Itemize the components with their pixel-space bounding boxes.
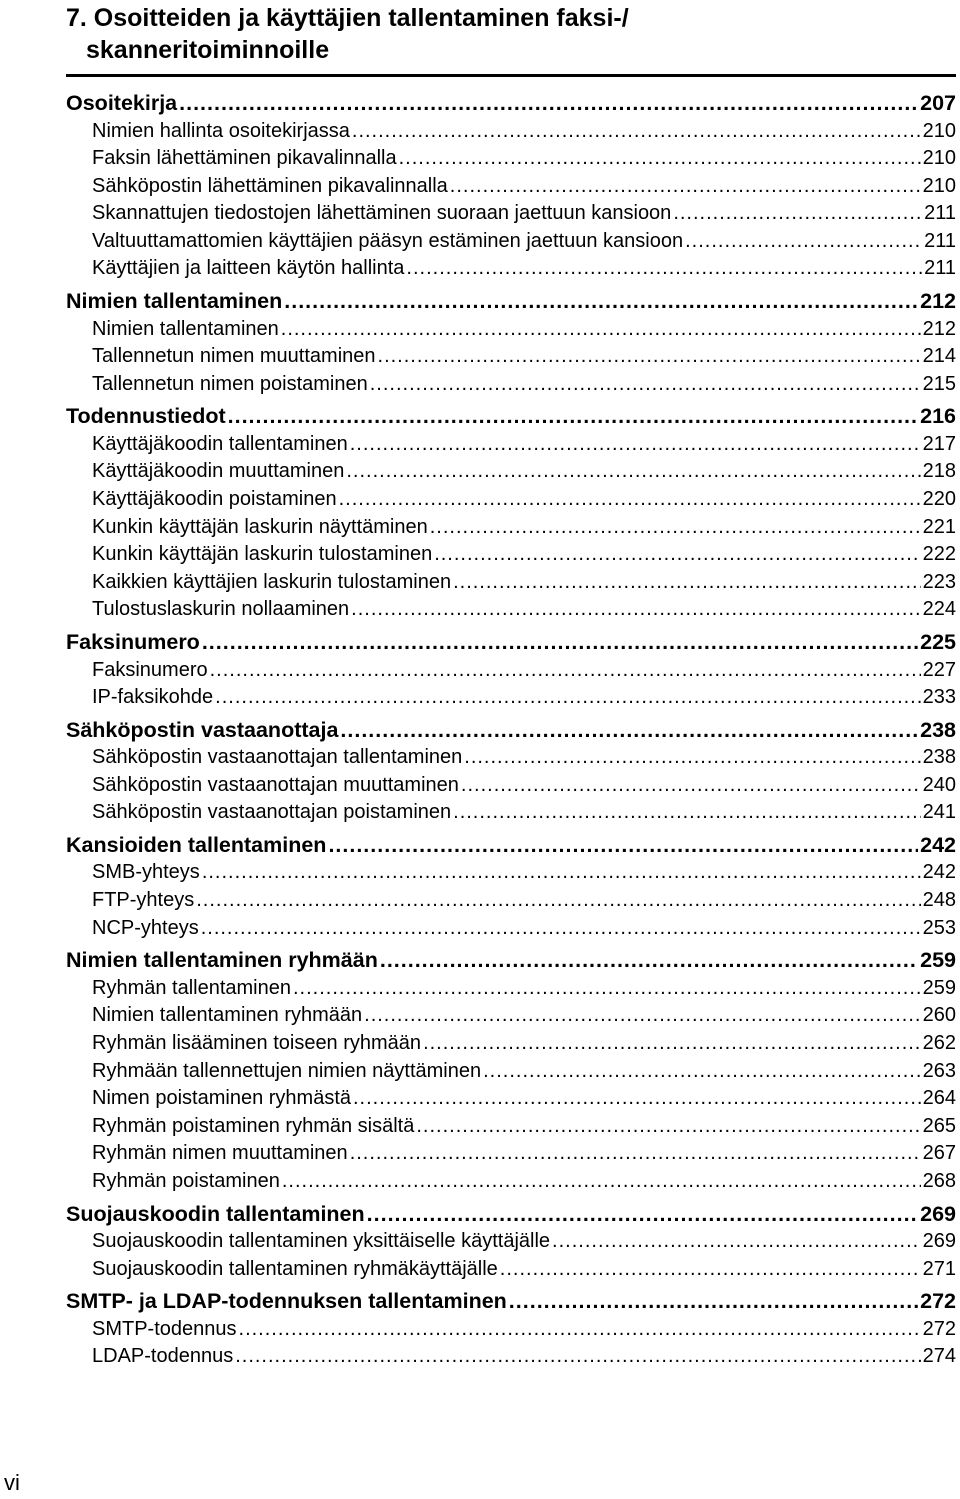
toc-subsection-entry[interactable] bbox=[66, 975, 956, 1003]
toc-entry-page: 210 bbox=[922, 147, 956, 170]
toc-section-entry[interactable] bbox=[66, 831, 956, 860]
dot-leader bbox=[202, 859, 921, 887]
toc-entry-page: 238 bbox=[922, 746, 956, 769]
dot-leader bbox=[378, 343, 921, 371]
toc-entry-page: 272 bbox=[920, 1289, 956, 1314]
toc-entry-label: Nimien tallentaminen bbox=[92, 317, 279, 340]
toc-entry-page: 259 bbox=[920, 948, 956, 973]
toc-subsection-entry[interactable] bbox=[66, 1228, 956, 1256]
toc-subsection-entry[interactable] bbox=[66, 541, 956, 569]
toc-section-entry[interactable] bbox=[66, 1200, 956, 1229]
toc-entry-label: Nimien tallentaminen bbox=[66, 289, 283, 314]
toc-entry-label: Käyttäjäkoodin poistaminen bbox=[92, 488, 337, 511]
toc-subsection-entry[interactable] bbox=[66, 228, 956, 256]
dot-leader bbox=[239, 1316, 921, 1344]
toc-entry-page: 211 bbox=[924, 257, 956, 280]
toc-entry-page: 220 bbox=[922, 488, 956, 511]
toc-subsection-entry[interactable] bbox=[66, 343, 956, 371]
dot-leader bbox=[380, 946, 918, 975]
toc-entry-label: Kansioiden tallentaminen bbox=[66, 832, 327, 857]
dot-leader bbox=[350, 431, 921, 459]
toc-entry-label: NCP-yhteys bbox=[92, 916, 199, 939]
toc-entry-page: 242 bbox=[922, 861, 956, 884]
toc-entry-label: Nimien tallentaminen ryhmään bbox=[66, 948, 378, 973]
toc-entry-page: 210 bbox=[922, 174, 956, 197]
dot-leader bbox=[364, 1002, 920, 1030]
toc-entry-page: 259 bbox=[922, 976, 956, 999]
toc-section-entry[interactable] bbox=[66, 287, 956, 316]
toc-entry-page: 265 bbox=[922, 1114, 956, 1137]
toc-entry-page: 262 bbox=[922, 1031, 956, 1054]
dot-leader bbox=[552, 1228, 921, 1256]
toc-entry-page: 214 bbox=[922, 345, 956, 368]
dot-leader bbox=[430, 514, 921, 542]
toc-entry-label: FTP-yhteys bbox=[92, 889, 195, 912]
toc-subsection-entry[interactable] bbox=[66, 915, 956, 943]
dot-leader bbox=[453, 799, 920, 827]
dot-leader bbox=[500, 1256, 921, 1284]
dot-leader bbox=[284, 287, 918, 316]
toc-entry-page: 217 bbox=[922, 432, 956, 455]
dot-leader bbox=[196, 887, 920, 915]
dot-leader bbox=[352, 118, 921, 146]
toc-entry-label: Skannattujen tiedostojen lähettäminen suoraan jaettuun kansioon bbox=[92, 202, 672, 225]
toc-entry-label: Sähköpostin lähettäminen pikavalinnalla bbox=[92, 174, 448, 197]
dot-leader bbox=[461, 772, 921, 800]
toc-entry-page: 215 bbox=[922, 372, 956, 395]
dot-leader bbox=[685, 228, 922, 256]
dot-leader bbox=[453, 569, 921, 597]
toc-subsection-entry[interactable] bbox=[66, 316, 956, 344]
toc-entry-label: Tallennetun nimen poistaminen bbox=[92, 372, 368, 395]
toc-entry-page: 225 bbox=[920, 630, 956, 654]
dot-leader bbox=[228, 402, 918, 431]
dot-leader bbox=[450, 173, 921, 201]
toc-entry-page: 222 bbox=[922, 543, 956, 566]
toc-entry-page: 248 bbox=[922, 889, 956, 912]
toc-section-entry[interactable] bbox=[66, 1287, 956, 1316]
toc-subsection-entry[interactable] bbox=[66, 1140, 956, 1168]
dot-leader bbox=[282, 1168, 921, 1196]
toc-subsection-entry[interactable] bbox=[66, 173, 956, 201]
toc-entry-page: 269 bbox=[922, 1230, 956, 1252]
dot-leader bbox=[406, 255, 922, 283]
toc-subsection-entry[interactable] bbox=[66, 772, 956, 800]
toc-entry-page: 242 bbox=[920, 832, 956, 857]
toc-subsection-entry[interactable] bbox=[66, 1256, 956, 1284]
toc-entry-page: 212 bbox=[920, 289, 956, 314]
footer-page-number: vi bbox=[4, 1470, 20, 1495]
toc-subsection-entry[interactable] bbox=[66, 684, 956, 712]
toc-entry-label: Faksin lähettäminen pikavalinnalla bbox=[92, 147, 397, 170]
toc-entry-page: 271 bbox=[922, 1257, 956, 1280]
toc-entry-label: SMTP- ja LDAP-todennuksen tallentaminen bbox=[66, 1289, 507, 1314]
toc-entry-label: Ryhmän poistaminen ryhmän sisältä bbox=[92, 1114, 415, 1137]
dot-leader bbox=[464, 744, 920, 772]
toc-subsection-entry[interactable] bbox=[66, 255, 956, 283]
dot-leader bbox=[281, 316, 921, 344]
toc-entry-label: SMB-yhteys bbox=[92, 861, 200, 884]
toc-subsection-entry[interactable] bbox=[66, 1030, 956, 1058]
dot-leader bbox=[201, 915, 921, 943]
toc-entry-page: 260 bbox=[922, 1004, 956, 1027]
dot-leader bbox=[483, 1058, 921, 1086]
dot-leader bbox=[210, 657, 921, 685]
toc-subsection-entry[interactable] bbox=[66, 596, 956, 624]
toc-entry-page: 253 bbox=[922, 916, 956, 939]
toc-entry-label: Nimen poistaminen ryhmästä bbox=[92, 1087, 351, 1110]
toc-subsection-entry[interactable] bbox=[66, 859, 956, 887]
toc-subsection-entry[interactable] bbox=[66, 887, 956, 915]
toc-entry-page: 264 bbox=[922, 1087, 956, 1110]
dot-leader bbox=[351, 596, 920, 624]
toc-subsection-entry[interactable] bbox=[66, 1002, 956, 1030]
title-rule bbox=[66, 74, 956, 77]
toc-subsection-entry[interactable] bbox=[66, 1316, 956, 1344]
dot-leader bbox=[346, 458, 920, 486]
toc-entry-label: Suojauskoodin tallentaminen ryhmäkäyttäjälle bbox=[92, 1257, 498, 1280]
toc-subsection-entry[interactable] bbox=[66, 1058, 956, 1086]
dot-leader bbox=[367, 1200, 918, 1229]
toc-entry-label: Käyttäjäkoodin muuttaminen bbox=[92, 460, 345, 483]
toc-subsection-entry[interactable] bbox=[66, 744, 956, 772]
toc-entry-label: Käyttäjien ja laitteen käytön hallinta bbox=[92, 257, 405, 280]
toc-entry-label: Ryhmän poistaminen bbox=[92, 1169, 280, 1192]
toc-subsection-entry[interactable] bbox=[66, 1168, 956, 1196]
chapter-title bbox=[66, 2, 946, 66]
toc-entry-label: Faksinumero bbox=[66, 630, 200, 654]
toc-entry-label: Todennustiedot bbox=[66, 404, 226, 429]
chapter-title-line1: 7. Osoitteiden ja käyttäjien tallentaminen faksi-/ bbox=[66, 4, 629, 32]
toc-entry-label: Kunkin käyttäjän laskurin tulostaminen bbox=[92, 543, 433, 566]
dot-leader bbox=[339, 486, 921, 514]
dot-leader bbox=[235, 1343, 920, 1371]
toc-entry-page: 211 bbox=[924, 202, 956, 225]
toc-entry-page: 267 bbox=[922, 1142, 956, 1165]
toc-section-entry[interactable] bbox=[66, 628, 956, 657]
toc-entry-page: 227 bbox=[922, 658, 956, 681]
toc-entry-page: 223 bbox=[922, 570, 956, 593]
dot-leader bbox=[434, 541, 920, 569]
toc-section-entry[interactable] bbox=[66, 89, 956, 118]
toc-entry-label: Kaikkien käyttäjien laskurin tulostaminen bbox=[92, 570, 452, 593]
dot-leader bbox=[509, 1287, 918, 1316]
toc-entry-label: IP-faksikohde bbox=[92, 686, 214, 709]
dot-leader bbox=[673, 200, 922, 228]
dot-leader bbox=[179, 89, 918, 118]
toc-subsection-entry[interactable] bbox=[66, 514, 956, 542]
toc-entry-label: Suojauskoodin tallentaminen yksittäiselle käyttäjälle bbox=[92, 1230, 551, 1252]
toc-entry-label: SMTP-todennus bbox=[92, 1317, 237, 1340]
toc-subsection-entry[interactable] bbox=[66, 1343, 956, 1371]
toc-subsection-entry[interactable] bbox=[66, 431, 956, 459]
toc-subsection-entry[interactable] bbox=[66, 569, 956, 597]
toc-subsection-entry[interactable] bbox=[66, 458, 956, 486]
dot-leader bbox=[423, 1030, 921, 1058]
dot-leader bbox=[293, 975, 921, 1003]
toc-entry-page: 210 bbox=[922, 119, 956, 142]
toc-entry-page: 218 bbox=[922, 460, 956, 483]
toc-entry-page: 224 bbox=[922, 598, 956, 621]
dot-leader bbox=[353, 1085, 921, 1113]
toc-entry-label: Käyttäjäkoodin tallentaminen bbox=[92, 432, 348, 455]
toc-entry-label: Sähköpostin vastaanottaja bbox=[66, 717, 339, 742]
toc-subsection-entry[interactable] bbox=[66, 1113, 956, 1141]
toc-entry-page: 211 bbox=[924, 229, 956, 252]
toc-entry-page: 238 bbox=[920, 717, 956, 742]
dot-leader bbox=[340, 716, 918, 745]
toc-section-entry[interactable] bbox=[66, 946, 956, 975]
toc-entry-label: Sähköpostin vastaanottajan poistaminen bbox=[92, 801, 452, 824]
toc-entry-page: 269 bbox=[920, 1201, 956, 1226]
dot-leader bbox=[399, 145, 921, 173]
table-of-contents bbox=[66, 85, 956, 1371]
toc-entry-label: Nimien hallinta osoitekirjassa bbox=[92, 119, 350, 142]
toc-subsection-entry[interactable] bbox=[66, 1085, 956, 1113]
toc-entry-page: 233 bbox=[922, 686, 956, 709]
toc-subsection-entry[interactable] bbox=[66, 486, 956, 514]
dot-leader bbox=[416, 1113, 920, 1141]
toc-entry-label: Ryhmän tallentaminen bbox=[92, 976, 291, 999]
toc-subsection-entry[interactable] bbox=[66, 118, 956, 146]
toc-entry-label: Faksinumero bbox=[92, 658, 208, 681]
toc-entry-page: 216 bbox=[920, 404, 956, 429]
dot-leader bbox=[215, 684, 920, 712]
toc-entry-label: Ryhmään tallennettujen nimien näyttäminen bbox=[92, 1059, 482, 1082]
toc-entry-page: 274 bbox=[922, 1345, 956, 1368]
toc-entry-label: Sähköpostin vastaanottajan muuttaminen bbox=[92, 773, 459, 796]
toc-entry-label: Tulostuslaskurin nollaaminen bbox=[92, 598, 350, 621]
toc-entry-page: 207 bbox=[920, 91, 956, 115]
toc-subsection-entry[interactable] bbox=[66, 799, 956, 827]
toc-entry-label: Ryhmän nimen muuttaminen bbox=[92, 1142, 348, 1165]
toc-entry-label: Suojauskoodin tallentaminen bbox=[66, 1201, 365, 1226]
toc-subsection-entry[interactable] bbox=[66, 371, 956, 399]
toc-entry-page: 212 bbox=[922, 317, 956, 340]
toc-subsection-entry[interactable] bbox=[66, 145, 956, 173]
toc-section-entry[interactable] bbox=[66, 716, 956, 745]
toc-entry-label: Nimien tallentaminen ryhmään bbox=[92, 1004, 363, 1027]
toc-entry-page: 263 bbox=[922, 1059, 956, 1082]
dot-leader bbox=[328, 831, 918, 860]
dot-leader bbox=[202, 628, 918, 657]
toc-section-entry[interactable] bbox=[66, 402, 956, 431]
toc-entry-label: Valtuuttamattomien käyttäjien pääsyn estäminen jaettuun kansioon bbox=[92, 229, 684, 252]
toc-entry-label: Osoitekirja bbox=[66, 91, 178, 115]
toc-entry-page: 241 bbox=[922, 801, 956, 824]
toc-entry-page: 272 bbox=[922, 1317, 956, 1340]
chapter-title-line2: skanneritoiminnoille bbox=[86, 36, 330, 64]
toc-entry-label: Kunkin käyttäjän laskurin näyttäminen bbox=[92, 515, 428, 538]
toc-entry-label: Tallennetun nimen muuttaminen bbox=[92, 345, 376, 368]
toc-entry-label: LDAP-todennus bbox=[92, 1345, 234, 1368]
toc-entry-page: 221 bbox=[922, 515, 956, 538]
toc-entry-page: 268 bbox=[922, 1169, 956, 1192]
toc-entry-page: 240 bbox=[922, 773, 956, 796]
toc-subsection-entry[interactable] bbox=[66, 657, 956, 685]
dot-leader bbox=[370, 371, 921, 399]
dot-leader bbox=[350, 1140, 921, 1168]
toc-entry-label: Ryhmän lisääminen toiseen ryhmään bbox=[92, 1031, 422, 1054]
toc-subsection-entry[interactable] bbox=[66, 200, 956, 228]
toc-entry-label: Sähköpostin vastaanottajan tallentaminen bbox=[92, 746, 463, 769]
